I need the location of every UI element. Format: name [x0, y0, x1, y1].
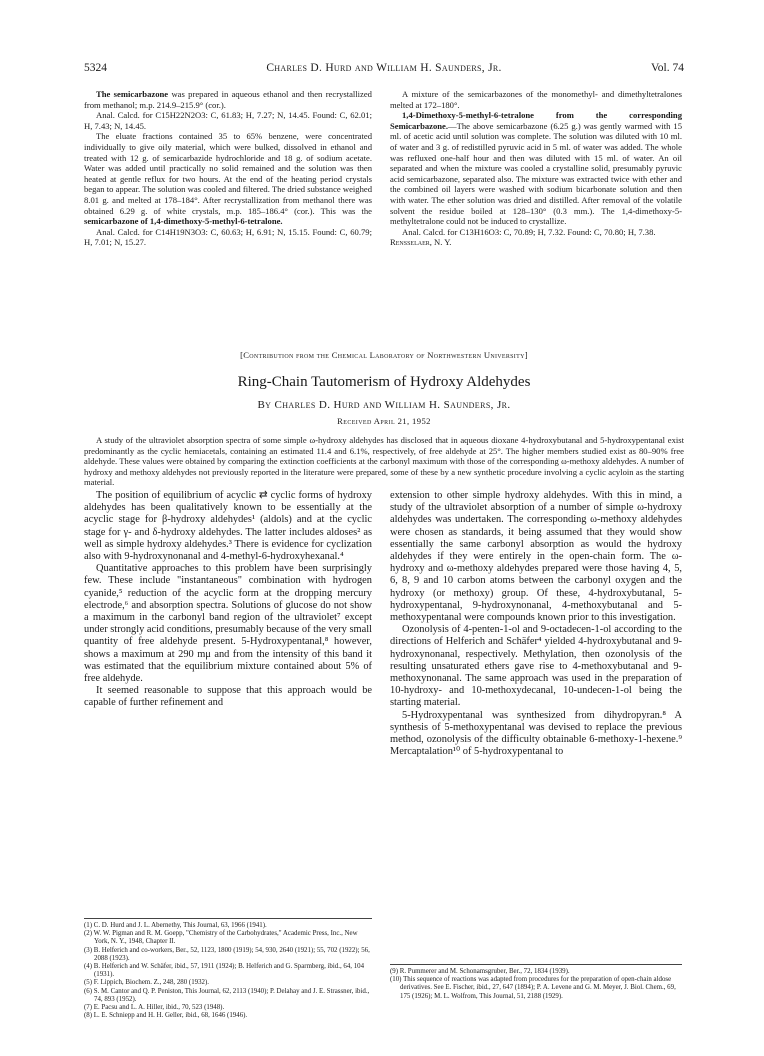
- article-title: Ring-Chain Tautomerism of Hydroxy Aldehydes: [237, 374, 531, 390]
- body-paragraph: Quantitative approaches to this problem have been surprisingly few. These include "instantaneous" combination with hydrogen cyanide,⁵ reduction of the acyclic form at the dropping mercury electrode,⁶ and absorption spectra. Solutions of glucose do not show a maximum in the carbonyl band region of the ultraviolet⁷ except under strongly acid conditions, presumably because of the very small quantity of free aldehyde present. 5-Hydroxypentanal,⁸ however, shows a maximum at 290 mμ and from the intensity of this band it was estimated that the equilibrium mixture contained about 5% of free aldehyde.: [84, 563, 372, 685]
- footnote: (10) This sequence of reactions was adapted from procedures for the preparation of open-chain aldose derivatives. See E. Fischer, ibid., 27, 647 (1894); P. A. Levene and G. M. Meyer, J. Biol. Chem., 69, 175 (1926); M. L. Wolfrom, This Journal, 51, 2188 (1929).: [390, 976, 676, 1000]
- byline: By Charles D. Hurd and William H. Saunders, Jr.: [257, 399, 511, 411]
- body-paragraph: 5-Hydroxypentanal was synthesized from dihydropyran.⁸ A synthesis of 5-methoxypentanal was devised to replace the previous method, ozonolysis of the difficulty obtainable 6-methoxy-1-hexene.⁹ Mercaptalation¹⁰ of 5-hydroxypentanal to: [390, 709, 682, 758]
- running-head: Charles D. Hurd and William H. Saunders, Jr.: [266, 62, 502, 74]
- body-paragraph: extension to other simple hydroxy aldehydes. With this in mind, a study of the ultraviolet absorption of a number of simple ω-hydroxy aldehydes was undertaken. The corresponding ω-methoxy aldehydes were chosen as standards, it being assumed that they would show essentially the same carbonyl absorption as would the hydroxy aldehydes if they were entirely in the open-chain form. The ω-hydroxy and ω-methoxy aldehydes prepared were those having 4, 5, 6, 8, 9 and 10 carbon atoms between the carbonyl oxygen and the hydroxy (or methoxy) group. Of these, 4-hydroxybutanal, 5-hydroxypentanal, 9-hydroxynonanal, 4-methoxybutanal and 5-methoxypentanal were compounds known prior to this investigation.: [390, 490, 682, 624]
- footnote: (3) B. Helferich and co-workers, Ber., 52, 1123, 1800 (1919); 54, 930, 2640 (1921); 55, 702 (1922); 56, 2088 (1923).: [84, 946, 370, 962]
- footnotes-left: [84, 918, 372, 1020]
- contribution-line: [Contribution from the Chemical Laboratory of Northwestern University]: [240, 350, 528, 360]
- footnote: (5) F. Lippich, Biochem. Z., 248, 280 (1932).: [84, 979, 209, 987]
- prev-article-right-column: [390, 89, 682, 248]
- analysis-1: Anal. Calcd. for C15H22N2O3: C, 61.83; H, 7.27; N, 14.45. Found: C, 62.01; H, 7.43; N, 14.45.: [84, 110, 372, 131]
- place-line: Rensselaer, N. Y.: [390, 237, 452, 248]
- mixture-paragraph: A mixture of the semicarbazones of the monomethyl- and dimethyltetralones melted at 172–180°.: [390, 89, 682, 110]
- body-left-column: [84, 490, 372, 710]
- body-paragraph: It seemed reasonable to suppose that this approach would be capable of further refinement and: [84, 685, 372, 709]
- footnote: (4) B. Helferich and W. Schäfer, ibid., 57, 1911 (1924); B. Helferich and G. Sparmberg, ibid., 64, 104 (1931).: [84, 963, 365, 979]
- footnote: (1) C. D. Hurd and J. L. Abernethy, This Journal, 63, 1966 (1941).: [84, 922, 267, 929]
- volume-label: Vol. 74: [650, 62, 684, 74]
- received-date: Received April 21, 1952: [337, 416, 431, 426]
- tetralone-paragraph: 1,4-Dimethoxy-5-methyl-6-tetralone from the corresponding Semicarbazone.—The above semicarbazone (6.25 g.) was gently warmed with 15 ml. of acetic acid until solution was complete. The solution was diluted with 10 ml. of water and 3 g. of redistilled pyruvic acid in 5 ml. of water was added. The whole was refluxed one-half hour and then was diluted with 15 ml. of water. An oil separated and when the mixture was cooled a crystalline solid, presumably pyruvic acid semicarbazone, separated also. The mixture was extracted twice with ether and the combined oil layers were washed with sodium bicarbonate solution and then with water. The ether solution was dried and distilled. After removal of the volatile solvent the residue boiled at 128–130° (0.3 mm.). The 1,4-dimethoxy-5-methyltetralone could not be induced to crystallize.: [390, 110, 682, 227]
- page-number: 5324: [84, 62, 107, 74]
- body-paragraph: The position of equilibrium of acyclic ⇄ cyclic forms of hydroxy aldehydes has been qualitatively known to be essentially at the acyclic stage for β-hydroxy aldehydes¹ (aldols) and at the cyclic stage for γ- and δ-hydroxy aldehydes. The latter includes aldoses² as well as simple hydroxy aldehydes.³ There is evidence for cyclization also with 9-hydroxynonanal and 4-methyl-6-hydroxyhexanal.⁴: [84, 490, 372, 563]
- semicarbazone-text: was prepared in aqueous ethanol and then recrystallized from methanol; m.p. 214.9–215.9° (cor.).: [84, 89, 372, 110]
- footnote: (7) E. Pacsu and L. A. Hiller, ibid., 70, 523 (1948).: [84, 1004, 225, 1012]
- eluate-paragraph: The eluate fractions contained 35 to 65% benzene, were concentrated individually to give oily material, which were bulked, dissolved in ethanol and treated with 12 g. of semicarbazide hydrochloride and 18 g. of sodium acetate. Water was added until practically no solid remained and the solution was then heated at gentle reflux for two hours. At the end of the heating period crystals began to appear. The solution was cooled and filtered. The dried substance weighed 8.01 g. and melted at 178–184°. After recrystallization from methanol there was obtained 6.29 g. of white crystals, m.p. 185–186.4° (cor.). This was the semicarbazone of 1,4-dimethoxy-5-methyl-6-tetralone.: [84, 131, 372, 227]
- analysis-3: Anal. Calcd. for C13H16O3: C, 70.89; H, 7.32. Found: C, 70.80; H, 7.38.: [402, 226, 656, 237]
- footnotes-right: [390, 964, 682, 1001]
- body-paragraph: Ozonolysis of 4-penten-1-ol and 9-octadecen-1-ol according to the directions of Helferich and Schäfer⁴ yielded 4-hydroxybutanal and 9-hydroxynonanal, respectively. Methylation, then ozonolysis of the resulting unsaturated ethers gave rise to 4-methoxybutanal and 9-methoxynonanal. The same approach was used in the preparation of 10-hydroxy- and 10-methoxydecanal, 10-undecen-1-ol being the starting material.: [390, 624, 682, 709]
- semicarbazone-heading: The semicarbazone: [96, 89, 169, 99]
- running-header: [84, 62, 684, 76]
- footnote: (2) W. W. Pigman and R. M. Goepp, "Chemistry of the Carbohydrates," Academic Press, Inc., New York, N. Y., 1948, Chapter II.: [84, 930, 358, 946]
- footnote: (8) L. E. Schniepp and H. H. Geller, ibid., 68, 1646 (1946).: [84, 1012, 248, 1020]
- footnote: (9) R. Pummerer and M. Schonamsgruber, Ber., 72, 1834 (1939).: [390, 968, 570, 975]
- prev-article-left-column: [84, 89, 372, 248]
- footnote: (6) S. M. Cantor and Q. P. Peniston, This Journal, 62, 2113 (1940); P. Delahay and J. E. Strassner, ibid., 74, 893 (1952).: [84, 987, 370, 1003]
- body-right-column: [390, 490, 682, 758]
- abstract: A study of the ultraviolet absorption spectra of some simple ω-hydroxy aldehydes has disclosed that in aqueous dioxane 4-hydroxybutanal and 5-hydroxypentanal exist predominantly as the cyclic hemiacetals, containing an estimated 11.4 and 6.1%, respectively, of free aldehyde at 25°. The higher members studied exist as 80–90% free aldehyde. These values were obtained by comparing the extinction coefficients at the carbonyl maximum with those of the corresponding ω-methoxy aldehydes. A number of hydroxy and methoxy aldehydes not previously reported in the literature were prepared, some of these by a new synthetic procedure involving a cyclic acyloin as the starting material.: [84, 435, 684, 488]
- analysis-2: Anal. Calcd. for C14H19N3O3: C, 60.63; H, 6.91; N, 15.15. Found: C, 60.79; H, 7.01; N, 15.27.: [84, 226, 372, 248]
